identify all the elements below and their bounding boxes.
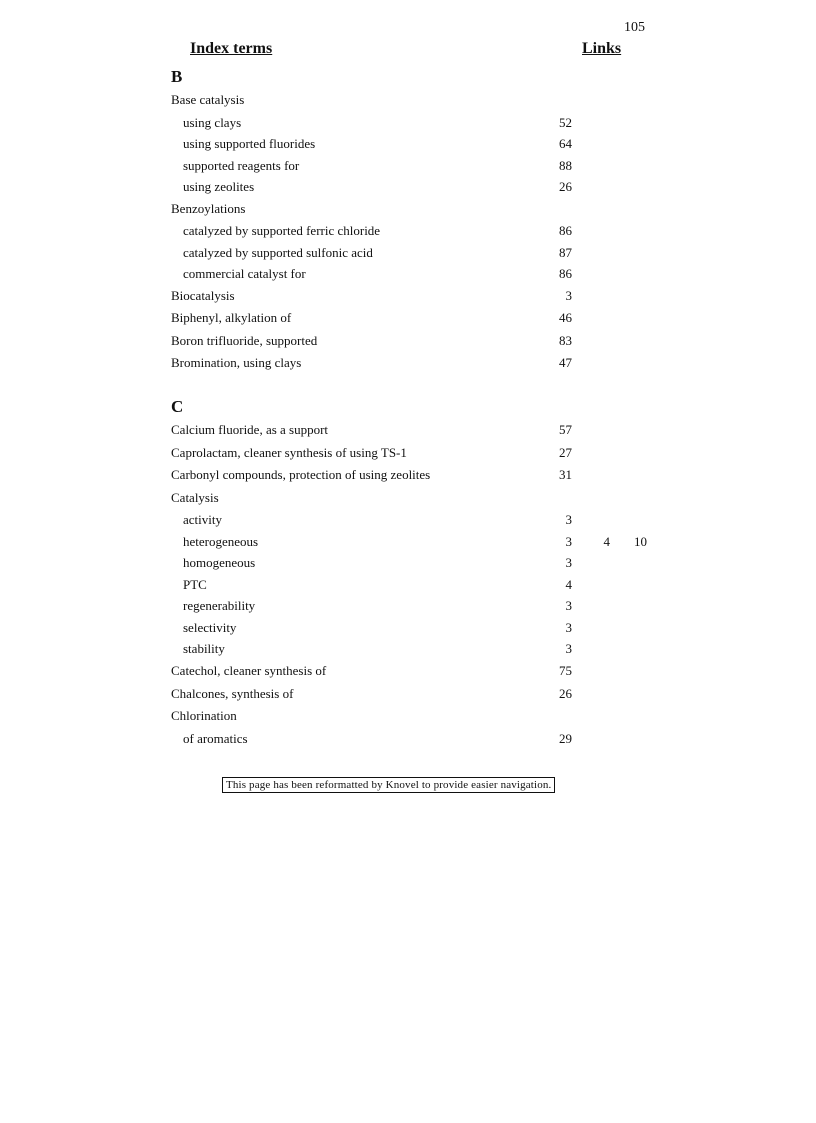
index-entry xyxy=(171,89,671,112)
index-term: using zeolites xyxy=(183,179,255,195)
index-term: Biphenyl, alkylation of xyxy=(171,310,292,326)
index-term: Calcium fluoride, as a support xyxy=(171,422,329,438)
index-entry xyxy=(171,660,671,683)
page-link[interactable]: 26 xyxy=(559,685,572,701)
page-link[interactable]: 3 xyxy=(565,533,572,549)
page-link[interactable]: 3 xyxy=(565,512,572,528)
page-link[interactable]: 47 xyxy=(559,355,572,371)
page-link[interactable]: 3 xyxy=(565,641,572,657)
index-term: regenerability xyxy=(183,598,256,614)
index-term: Carbonyl compounds, protection of using zeolites xyxy=(171,467,431,483)
page-link[interactable]: 4 xyxy=(565,576,572,592)
index-subentry xyxy=(171,574,671,596)
index-entry xyxy=(171,307,671,330)
index-term: Chalcones, synthesis of xyxy=(171,685,294,701)
page-link[interactable]: 10 xyxy=(634,533,647,549)
index-term: Biocatalysis xyxy=(171,287,235,303)
page-link[interactable]: 88 xyxy=(559,157,572,173)
index-term: Benzoylations xyxy=(171,200,246,216)
page-link[interactable]: 29 xyxy=(559,730,572,746)
index-term: selectivity xyxy=(183,619,237,635)
index-term: stability xyxy=(183,641,225,657)
index-term: supported reagents for xyxy=(183,157,300,173)
index-term: Base catalysis xyxy=(171,92,245,107)
index-subentry xyxy=(171,176,671,198)
index-entry xyxy=(171,419,671,442)
index-entry xyxy=(171,285,671,308)
index-terms-header: Index terms xyxy=(190,40,273,57)
knovel-reformat-note: This page has been reformatted by Knovel to provide easier navigation. xyxy=(222,777,555,793)
section-letter: B xyxy=(171,67,183,86)
index-entry xyxy=(171,464,671,487)
page-link[interactable]: 3 xyxy=(565,287,572,303)
links-header: Links xyxy=(582,40,622,57)
index-entry xyxy=(171,487,671,510)
index-term: Caprolactam, cleaner synthesis of using TS-1 xyxy=(171,444,407,460)
index-term: Chlorination xyxy=(171,708,237,724)
index-term: activity xyxy=(183,512,222,528)
page-link[interactable]: 3 xyxy=(565,555,572,571)
index-subentry xyxy=(171,220,671,242)
index-term: using clays xyxy=(183,114,242,130)
index-subentry xyxy=(171,509,671,531)
page-link[interactable]: 46 xyxy=(559,310,572,326)
index-term: Catalysis xyxy=(171,489,219,505)
page-number: 105 xyxy=(624,20,645,35)
page-link[interactable]: 27 xyxy=(559,444,572,460)
index-subentry xyxy=(171,552,671,574)
index-term: commercial catalyst for xyxy=(183,266,306,282)
index-subentry xyxy=(171,242,671,264)
index-entry xyxy=(171,705,671,728)
index-term: homogeneous xyxy=(183,555,256,571)
index-entry xyxy=(171,442,671,465)
index-subentry xyxy=(171,638,671,660)
page-link[interactable]: 87 xyxy=(559,244,572,260)
page-link[interactable]: 26 xyxy=(559,179,572,195)
index-entry xyxy=(171,352,671,375)
index-term: Catechol, cleaner synthesis of xyxy=(171,662,327,678)
page-link[interactable]: 86 xyxy=(559,223,572,239)
index-term: Boron trifluoride, supported xyxy=(171,332,318,348)
page-link[interactable]: 86 xyxy=(559,266,572,282)
index-term: catalyzed by supported sulfonic acid xyxy=(183,244,373,260)
page-link[interactable]: 75 xyxy=(559,662,572,678)
index-subentry xyxy=(171,112,671,134)
index-term: catalyzed by supported ferric chloride xyxy=(183,223,381,239)
page-link[interactable]: 31 xyxy=(559,467,572,483)
page-link[interactable]: 4 xyxy=(603,533,610,549)
index-subentry xyxy=(171,133,671,155)
index-subentry xyxy=(171,531,671,553)
index-subentry xyxy=(171,728,671,750)
index-list xyxy=(171,64,671,749)
page-link[interactable]: 3 xyxy=(565,619,572,635)
index-subentry xyxy=(171,155,671,177)
page-link[interactable]: 52 xyxy=(559,114,572,130)
index-entry xyxy=(171,198,671,221)
index-term: heterogeneous xyxy=(183,533,259,549)
index-term: Bromination, using clays xyxy=(171,355,302,371)
index-term: PTC xyxy=(183,576,207,592)
index-subentry xyxy=(171,263,671,285)
index-entry xyxy=(171,330,671,353)
page-link[interactable]: 57 xyxy=(559,422,572,438)
index-subentry xyxy=(171,595,671,617)
page-link[interactable]: 83 xyxy=(559,332,572,348)
index-term: using supported fluorides xyxy=(183,136,316,152)
index-entry xyxy=(171,683,671,706)
section-letter: C xyxy=(171,397,184,417)
index-subentry xyxy=(171,617,671,639)
index-term: of aromatics xyxy=(183,730,248,746)
page-link[interactable]: 64 xyxy=(559,136,572,152)
page-link[interactable]: 3 xyxy=(565,598,572,614)
